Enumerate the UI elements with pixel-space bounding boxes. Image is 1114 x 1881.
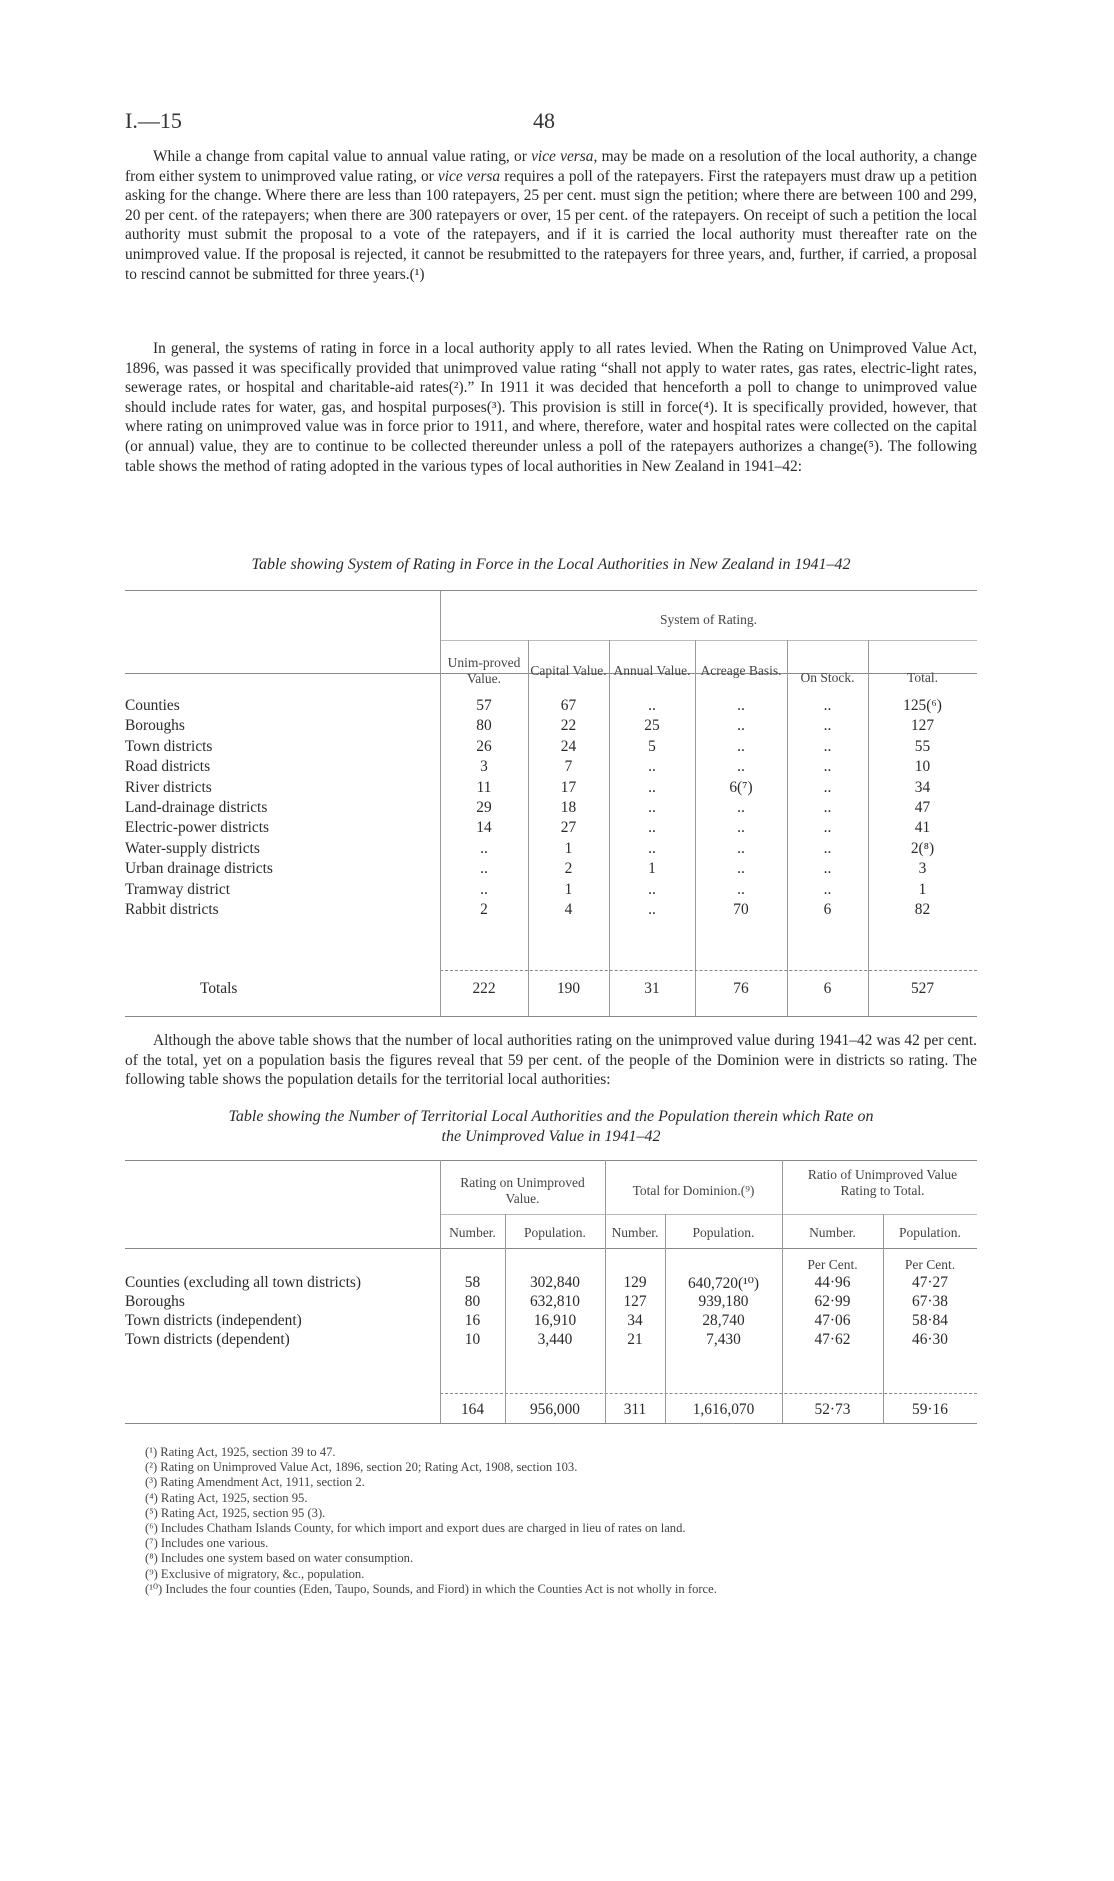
table1-row-label: Electric-power districts bbox=[125, 819, 270, 837]
table2-totals-rule bbox=[440, 1393, 977, 1394]
table1-row-label: Town districts bbox=[125, 737, 213, 755]
table1-row-label: Tramway district bbox=[125, 880, 231, 898]
table2-cell: 127 bbox=[623, 1293, 647, 1310]
table1-cell: 5 bbox=[648, 737, 656, 755]
table2-caption-line2: the Unimproved Value in 1941–42 bbox=[441, 1128, 661, 1145]
footnote: (⁸) Includes one system based on water consumption. bbox=[145, 1551, 414, 1566]
table1-cell: 22 bbox=[560, 717, 577, 735]
table1-cell: .. bbox=[737, 697, 745, 714]
table1-cell: .. bbox=[480, 839, 488, 857]
table2-group-header: Rating on Unimproved Value. bbox=[460, 1175, 585, 1206]
paragraph-1: While a change from capital value to annual value rating, or vice versa, may be made on a resolution of the local authority, a change from either system to unimproved value rating, or vice versa requires a poll of the ratepayers. First the ratepayers must draw up a petition asking for the change. Where there are less than 100 ratepayers, 25 per cent. must sign the petition; where there are between 100 and 299, 20 per cent. of the ratepayers; when there are 300 ratepayers or over, 15 per cent. of the ratepayers. On receipt of such a petition the local authority must submit the proposal to a vote of the ratepayers, and if it is carried the local authority must thereafter rate on the unimproved value. If the proposal is rejected, it cannot be resubmitted to the ratepayers for three years, and, further, if carried, a proposal to rescind cannot be submitted for three years.(¹) bbox=[125, 148, 977, 283]
table2-subcol: Population. bbox=[524, 1225, 586, 1240]
table2-cell: 21 bbox=[627, 1331, 643, 1348]
table1-cell: .. bbox=[823, 839, 832, 857]
table1-cell: 3 bbox=[918, 860, 927, 878]
table1-total-cell: 527 bbox=[910, 980, 935, 997]
table2-subcol: Number. bbox=[449, 1225, 496, 1240]
table2-cell: 302,840 bbox=[529, 1274, 581, 1291]
table1-totals-label: Totals bbox=[200, 980, 238, 997]
table2-row-label: Counties (excluding all town districts) bbox=[125, 1274, 361, 1291]
table2-cell: 47·62 bbox=[814, 1331, 851, 1348]
table1-cell: .. bbox=[648, 799, 656, 816]
table1-cell: 10 bbox=[914, 758, 931, 776]
table1-cell: .. bbox=[823, 758, 832, 776]
table1-cell: 1 bbox=[564, 880, 573, 898]
table1-cell: 41 bbox=[914, 819, 931, 837]
table1-cell: 1 bbox=[918, 880, 927, 898]
table1-cell: 11 bbox=[476, 778, 492, 796]
table1-cell: .. bbox=[823, 819, 832, 837]
table1-cell: .. bbox=[823, 880, 832, 898]
table1-cell: 17 bbox=[560, 778, 577, 796]
table1-group-rule bbox=[440, 640, 977, 641]
table1-cell: .. bbox=[737, 839, 745, 857]
table1-cell: 1 bbox=[648, 860, 656, 878]
footnote: (⁷) Includes one various. bbox=[145, 1536, 269, 1551]
table1-cell: .. bbox=[480, 860, 488, 878]
table1-caption: Table showing System of Rating in Force in the Local Authorities in New Zealand in 1941–42 bbox=[251, 556, 851, 573]
table2-total-cell: 164 bbox=[460, 1401, 485, 1418]
table2-row-label: Town districts (independent) bbox=[125, 1312, 302, 1329]
footnote: (³) Rating Amendment Act, 1911, section 2. bbox=[145, 1475, 365, 1490]
table1-cell: .. bbox=[823, 737, 832, 755]
table2-header-rule bbox=[125, 1248, 977, 1249]
table2-cell: 58 bbox=[464, 1274, 481, 1291]
table1-cell: .. bbox=[737, 819, 745, 837]
footnote: (¹⁰) Includes the four counties (Eden, Taupo, Sounds, and Fiord) in which the Counties Act is not wholly in force. bbox=[145, 1581, 717, 1596]
table1-cell: .. bbox=[480, 880, 488, 898]
table1-cell: 26 bbox=[476, 737, 492, 755]
table1-cell: .. bbox=[737, 880, 745, 898]
footnote: (⁵) Rating Act, 1925, section 95 (3). bbox=[145, 1505, 326, 1520]
table2-cell: 47·27 bbox=[912, 1274, 948, 1291]
table2-cell: 7,430 bbox=[706, 1331, 741, 1348]
table2-cell: 47·06 bbox=[814, 1312, 851, 1329]
table1-col-header: Annual Value. bbox=[613, 663, 691, 678]
table1-cell: .. bbox=[737, 799, 745, 816]
table2-cell: 939,180 bbox=[698, 1293, 749, 1310]
table1-cell: .. bbox=[648, 758, 656, 776]
document-code: I.—15 bbox=[125, 108, 182, 133]
footnote: (⁴) Rating Act, 1925, section 95. bbox=[145, 1490, 308, 1505]
table1-col-header: Acreage Basis. bbox=[700, 663, 782, 678]
table2-caption-line1: Table showing the Number of Territorial Local Authorities and the Population therein which Rate on bbox=[228, 1108, 874, 1125]
table1-row-label: Urban drainage districts bbox=[125, 860, 273, 878]
table2-total-cell: 1,616,070 bbox=[692, 1401, 755, 1418]
table1-bottom-rule bbox=[125, 1016, 977, 1017]
table1-cell: 125(⁶) bbox=[903, 697, 942, 714]
table2-cell: 44·96 bbox=[814, 1274, 851, 1291]
paragraph-2: In general, the systems of rating in force in a local authority apply to all rates levied. When the Rating on Unimproved Value Act, 1896, was passed it was specifically provided that unimproved value rating “shall not apply to water rates, gas rates, electric-light rates, sewerage rates, or hospital and charitable-aid rates(²).” In 1911 it was decided that henceforth a poll to change to unimproved value should include rates for water, gas, and hospital purposes(³). This provision is still in force(⁴). It is specifically provided, however, that where rating on unimproved value was in force prior to 1911, and where, therefore, water and hospital rates were collected on the capital (or annual) value, they are to continue to be collected thereunder unless a poll of the ratepayers authorizes a change(⁵). The following table shows the method of rating adopted in the various types of local authorities in New Zealand in 1941–42: bbox=[125, 340, 977, 475]
table1-cell: .. bbox=[737, 737, 745, 755]
table1-cell: .. bbox=[648, 901, 656, 918]
table2-cell: 16,910 bbox=[533, 1312, 577, 1329]
table1-totals-rule bbox=[440, 970, 977, 971]
table1-cell: 4 bbox=[564, 901, 573, 918]
table1-group-header: System of Rating. bbox=[659, 612, 758, 627]
table2-cell: 34 bbox=[627, 1312, 643, 1329]
table2-cell: 640,720(¹⁰) bbox=[687, 1275, 760, 1292]
table1-row-label: Counties bbox=[125, 697, 180, 714]
table2-cell: 3,440 bbox=[537, 1331, 573, 1348]
table1-cell: 127 bbox=[910, 717, 935, 735]
table2-cell: 80 bbox=[464, 1293, 481, 1310]
table2-cell: 28,740 bbox=[702, 1312, 745, 1329]
table1-cell: 34 bbox=[914, 778, 931, 796]
table1-total-cell: 6 bbox=[823, 980, 832, 997]
table1-row-label: River districts bbox=[125, 778, 212, 796]
table1-cell: 47 bbox=[914, 799, 931, 816]
table1-cell: 55 bbox=[914, 737, 931, 755]
table1-cell: 18 bbox=[560, 799, 577, 816]
table2-cell: 62·99 bbox=[814, 1293, 851, 1310]
table1-cell: 57 bbox=[476, 697, 492, 714]
table2-total-cell: 52·73 bbox=[814, 1401, 851, 1418]
table2-total-cell: 956,000 bbox=[529, 1401, 581, 1418]
table1-cell: 2(⁸) bbox=[910, 839, 935, 857]
table1-cell: 6(⁷) bbox=[729, 778, 753, 796]
table2-cell: 16 bbox=[464, 1312, 481, 1329]
table1-row-label: Water-supply districts bbox=[125, 839, 260, 857]
table2-total-cell: 311 bbox=[623, 1401, 647, 1418]
table2-subcol: Population. bbox=[692, 1225, 755, 1240]
table2-group-header: Total for Dominion.(⁹) bbox=[632, 1183, 755, 1198]
table1-col-header: On Stock. bbox=[800, 670, 855, 685]
page-number: 48 bbox=[533, 108, 555, 133]
table1-cell: 25 bbox=[644, 717, 660, 735]
footnote: (⁶) Includes Chatham Islands County, for which import and export dues are charged in lieu of rates on land. bbox=[145, 1521, 686, 1535]
table1-cell: 7 bbox=[564, 758, 573, 776]
table2-group-rule bbox=[440, 1214, 977, 1215]
table1-cell: 1 bbox=[564, 839, 573, 857]
table1-cell: .. bbox=[823, 717, 832, 735]
table1-cell: 80 bbox=[476, 717, 492, 735]
table2-unit: Per Cent. bbox=[807, 1257, 858, 1272]
table1-cell: 67 bbox=[560, 697, 577, 714]
table1-total-cell: 222 bbox=[472, 980, 496, 997]
table2-row-label: Town districts (dependent) bbox=[125, 1331, 290, 1348]
table2-subcol: Number. bbox=[611, 1225, 659, 1240]
table2-cell: 632,810 bbox=[529, 1293, 581, 1310]
table1-cell: 24 bbox=[560, 737, 577, 755]
table1-row-label: Boroughs bbox=[125, 717, 185, 735]
table1-cell: .. bbox=[648, 697, 656, 714]
table2-cell: 129 bbox=[623, 1274, 647, 1291]
table1-total-cell: 76 bbox=[733, 980, 749, 997]
table2-cell: 67·38 bbox=[912, 1293, 948, 1310]
table1-cell: 2 bbox=[480, 901, 488, 918]
table1-col-header: Capital Value. bbox=[530, 663, 607, 678]
table2-unit: Per Cent. bbox=[904, 1257, 956, 1272]
table1-cell: 27 bbox=[560, 819, 577, 837]
table1-col-header: Unim-proved Value. bbox=[447, 655, 521, 686]
table2-top-rule bbox=[125, 1160, 977, 1161]
table1-col-header: Total. bbox=[907, 670, 938, 685]
table1-cell: 3 bbox=[480, 758, 488, 776]
footnote: (²) Rating on Unimproved Value Act, 1896, section 20; Rating Act, 1908, section 103. bbox=[145, 1460, 578, 1475]
table2-row-label: Boroughs bbox=[125, 1293, 185, 1310]
table1-total-cell: 190 bbox=[556, 980, 581, 997]
table1-top-rule bbox=[125, 590, 977, 591]
table1-cell: 14 bbox=[476, 819, 492, 837]
table1-row-label: Road districts bbox=[125, 758, 211, 776]
table2-cell: 10 bbox=[464, 1331, 481, 1348]
table1-cell: .. bbox=[737, 758, 745, 776]
table2-group-header: Ratio of Unimproved Value Rating to Total. bbox=[807, 1167, 958, 1198]
table1-cell: .. bbox=[823, 860, 832, 878]
table1-cell: .. bbox=[648, 880, 656, 898]
table2-subcol: Number. bbox=[809, 1225, 856, 1240]
table1-cell: .. bbox=[823, 778, 832, 796]
table1-cell: 6 bbox=[823, 901, 832, 918]
table1-cell: .. bbox=[648, 778, 656, 796]
footnote: (¹) Rating Act, 1925, section 39 to 47. bbox=[145, 1445, 336, 1459]
table1-cell: .. bbox=[648, 819, 656, 837]
table1-cell: 29 bbox=[476, 799, 492, 816]
table1-cell: .. bbox=[823, 799, 832, 816]
table1-total-cell: 31 bbox=[644, 980, 660, 997]
table1-cell: .. bbox=[648, 839, 656, 857]
table2-cell: 46·30 bbox=[912, 1331, 948, 1348]
table1-cell: .. bbox=[737, 860, 745, 878]
table1-row-label: Land-drainage districts bbox=[125, 799, 268, 816]
table1-cell: .. bbox=[737, 717, 745, 735]
table1-row-label: Rabbit districts bbox=[125, 901, 219, 918]
table1-cell: 2 bbox=[564, 860, 573, 878]
table2-bottom-rule bbox=[125, 1423, 977, 1424]
table1-cell: 82 bbox=[914, 901, 931, 918]
table1-cell: .. bbox=[823, 697, 832, 714]
table2-total-cell: 59·16 bbox=[912, 1401, 948, 1418]
table1-cell: 70 bbox=[733, 901, 749, 918]
table2-cell: 58·84 bbox=[912, 1312, 948, 1329]
footnote: (⁹) Exclusive of migratory, &c., population. bbox=[145, 1566, 365, 1581]
paragraph-3: Although the above table shows that the number of local authorities rating on the unimproved value during 1941–42 was 42 per cent. of the total, yet on a population basis the figures reveal that 59 per cent. of the people of the Dominion were in districts so rating. The following table shows the population details for the territorial local authorities: bbox=[125, 1032, 977, 1089]
table2-subcol: Population. bbox=[899, 1225, 961, 1240]
